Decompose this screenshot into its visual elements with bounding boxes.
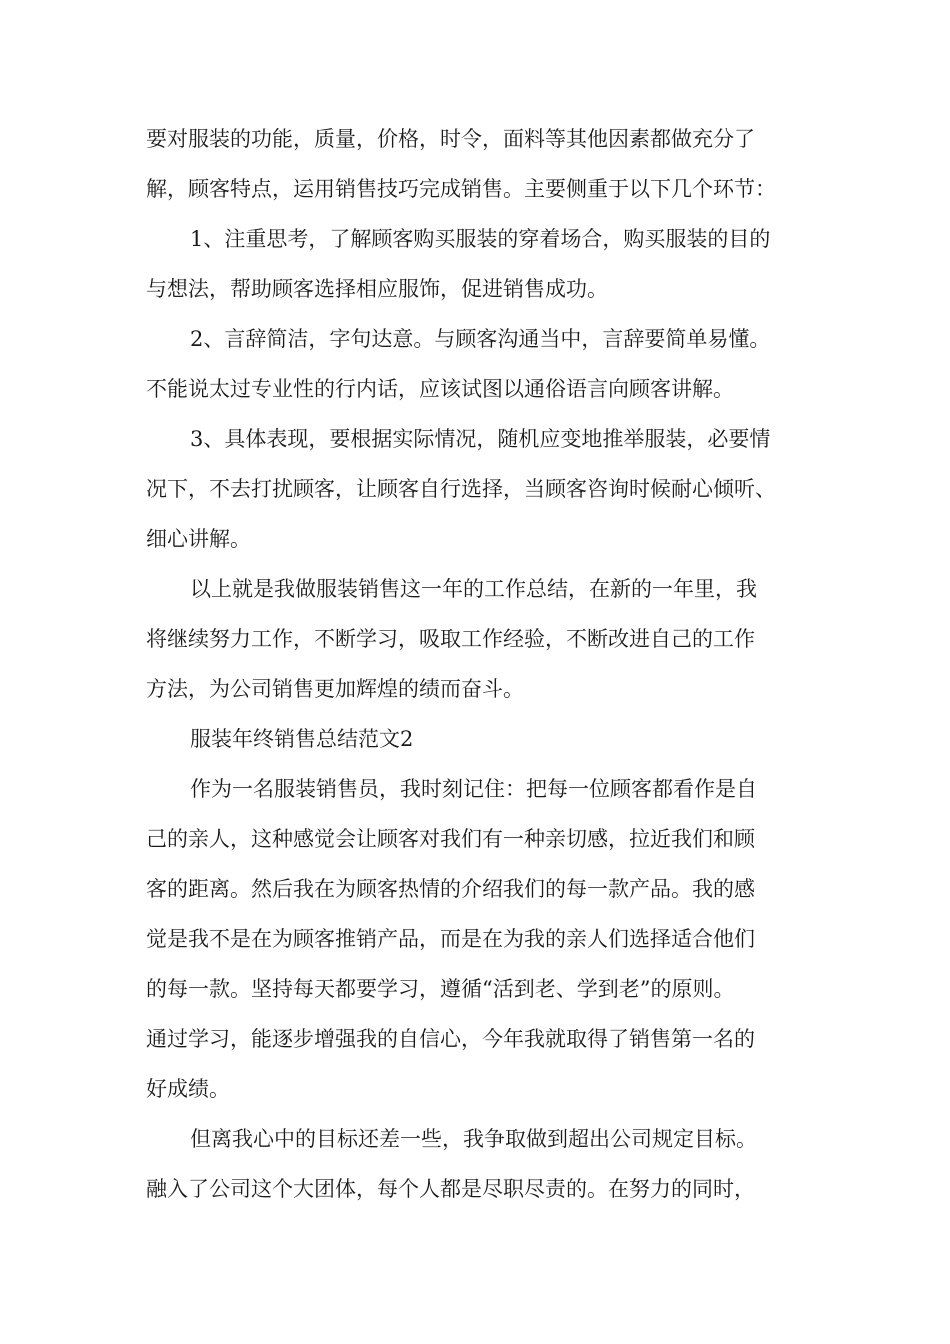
paragraph-line: 好成绩。 — [146, 1077, 230, 1101]
paragraph-line: 况下，不去打扰顾客，让顾客自行选择，当顾客咨询时候耐心倾听、 — [146, 477, 776, 501]
paragraph-line: 融入了公司这个大团体，每个人都是尽职尽责的。在努力的同时， — [146, 1177, 755, 1201]
paragraph-line: 不能说太过专业性的行内话，应该试图以通俗语言向顾客讲解。 — [146, 377, 734, 401]
paragraph-line: 通过学习，能逐步增强我的自信心，今年我就取得了销售第一名的 — [146, 1027, 755, 1051]
paragraph-line: 觉是我不是在为顾客推销产品，而是在为我的亲人们选择适合他们 — [146, 927, 755, 951]
paragraph-line: 解，顾客特点，运用销售技巧完成销售。主要侧重于以下几个环节： — [146, 177, 776, 201]
paragraph-line: 以上就是我做服装销售这一年的工作总结，在新的一年里，我 — [190, 577, 757, 601]
paragraph-line: 的每一款。坚持每天都要学习，遵循“活到老、学到老”的原则。 — [146, 977, 735, 1001]
paragraph-line: 要对服装的功能，质量，价格，时令，面料等其他因素都做充分了 — [146, 127, 755, 151]
section-heading: 服装年终销售总结范文2 — [190, 727, 414, 751]
list-item-line: 2、言辞简洁，字句达意。与顾客沟通当中，言辞要简单易懂。 — [190, 327, 771, 351]
paragraph-line: 但离我心中的目标还差一些，我争取做到超出公司规定目标。 — [190, 1127, 757, 1151]
paragraph-line: 与想法，帮助顾客选择相应服饰，促进销售成功。 — [146, 277, 608, 301]
paragraph-line: 作为一名服装销售员，我时刻记住：把每一位顾客都看作是自 — [190, 777, 757, 801]
paragraph-line: 方法，为公司销售更加辉煌的绩而奋斗。 — [146, 677, 524, 701]
paragraph-line: 细心讲解。 — [146, 527, 251, 551]
paragraph-line: 己的亲人，这种感觉会让顾客对我们有一种亲切感，拉近我们和顾 — [146, 827, 755, 851]
paragraph-line: 将继续努力工作，不断学习，吸取工作经验，不断改进自己的工作 — [146, 627, 755, 651]
list-item-line: 3、具体表现，要根据实际情况，随机应变地推举服装，必要情 — [190, 427, 771, 451]
paragraph-line: 客的距离。然后我在为顾客热情的介绍我们的每一款产品。我的感 — [146, 877, 755, 901]
list-item-line: 1、注重思考，了解顾客购买服装的穿着场合，购买服装的目的 — [190, 227, 771, 251]
